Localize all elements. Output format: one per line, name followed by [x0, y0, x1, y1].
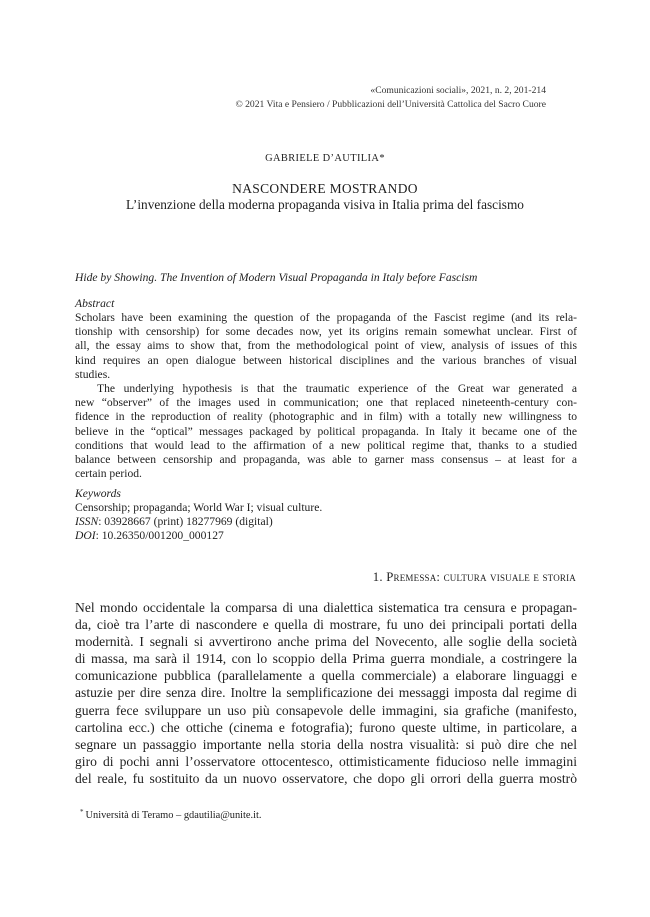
keywords-label: Keywords	[75, 487, 121, 500]
abstract-paragraph-2	[75, 382, 577, 481]
keywords-text: Censorship; propaganda; World War I; visual culture.	[75, 501, 323, 514]
body-line: di massa, ma sarà il 1914, con lo scoppio della Prima guerra mondiale, a costringere la	[75, 651, 577, 667]
issn-line	[75, 515, 273, 528]
abstract-line: Scholars have been examining the question of the propaganda of the Fascist regime (and its rela-	[75, 311, 577, 324]
section-title: Premessa: cultura visuale e storia	[386, 570, 576, 584]
doi-label: DOI	[75, 529, 96, 542]
body-line: da, cioè tra l’arte di nascondere e quella di mostrare, fu uno dei principali portati della	[75, 617, 577, 633]
body-line: modernità. I segnali si avvertirono anche prima del Novecento, alle soglie della società	[75, 634, 577, 650]
author-name: GABRIELE D’AUTILIA*	[265, 153, 385, 164]
body-line: del reale, fu sostituito da un nuovo osservatore, che dopo gli orrori della guerra mostrò	[75, 770, 577, 786]
abstract-line: new “observer” of the images used in communication; one that replaced nineteenth-century con-	[75, 396, 577, 410]
body-line: astuzie per dire senza dire. Inoltre la semplificazione dei messaggi imposta dal regime di	[75, 685, 577, 701]
abstract-line: fidence in the reproduction of reality (photographic and in film) with a totally new willingness to	[75, 410, 577, 424]
section-heading	[373, 570, 576, 585]
body-line: guerra fece sviluppare un uso più consapevole delle immagini, sia grafiche (manifesto,	[75, 702, 577, 718]
abstract-line: all, the essay aims to show that, from the methodological point of view, analysis of issues of this	[75, 339, 577, 353]
abstract-label: Abstract	[75, 297, 115, 310]
abstract-line: tionship with censorship) for some decades now, yet its origins remain somewhat unclear. First of	[75, 325, 577, 339]
abstract-line: The underlying hypothesis is that the traumatic experience of the Great war generated a	[97, 382, 577, 395]
footnote-marker: *	[80, 808, 84, 816]
copyright-line: © 2021 Vita e Pensiero / Pubblicazioni dell’Università Cattolica del Sacro Cuore	[235, 99, 546, 110]
section-number: 1.	[372, 570, 383, 584]
doi-value: : 10.26350/001200_000127	[95, 529, 224, 542]
article-title: NASCONDERE MOSTRANDO	[232, 181, 418, 196]
abstract-line: balance between censorship and propaganda, was able to garner mass consensus – at least for a	[75, 453, 577, 467]
body-line: Nel mondo occidentale la comparsa di una dialettica sistematica tra censura e propagan-	[75, 600, 577, 615]
journal-reference: «Comunicazioni sociali», 2021, n. 2, 201-214	[370, 85, 546, 96]
footnote	[80, 808, 262, 821]
english-title: Hide by Showing. The Invention of Modern Visual Propaganda in Italy before Fascism	[75, 271, 478, 284]
abstract-line: conditions that would lead to the affirmation of a new political regime that, thanks to a studied	[75, 438, 577, 452]
abstract-line: certain period.	[75, 467, 142, 481]
article-subtitle: L’invenzione della moderna propaganda visiva in Italia prima del fascismo	[126, 197, 524, 212]
issn-value: : 03928667 (print) 18277969 (digital)	[98, 515, 273, 528]
body-line: segnare un passaggio importante nella storia della nostra visualità: si può dire che nel	[75, 736, 577, 752]
body-line: giro di pochi anni l’osservatore ottocentesco, ottimisticamente fiducioso nelle immagini	[75, 753, 577, 769]
body-paragraph	[75, 599, 577, 787]
abstract-line: kind requires an open dialogue between historical disciplines and the various branches of visual	[75, 353, 577, 367]
issn-label: ISSN	[75, 515, 99, 528]
body-line: comunicazione pubblica (parallelamente a quella commerciale) a elaborare linguaggi e	[75, 668, 577, 684]
body-line: cartolina ecc.) che ottiche (cinema e fotografia); furono queste ultime, in particolare, a	[75, 719, 577, 735]
abstract-paragraph-1	[75, 311, 577, 382]
abstract-line: believe in the “optical” messages packaged by political propaganda. In Italy it became one of the	[75, 424, 577, 438]
abstract-line: studies.	[75, 367, 111, 381]
footnote-text: Università di Teramo – gdautilia@unite.it.	[85, 810, 262, 821]
doi-line	[75, 529, 224, 542]
